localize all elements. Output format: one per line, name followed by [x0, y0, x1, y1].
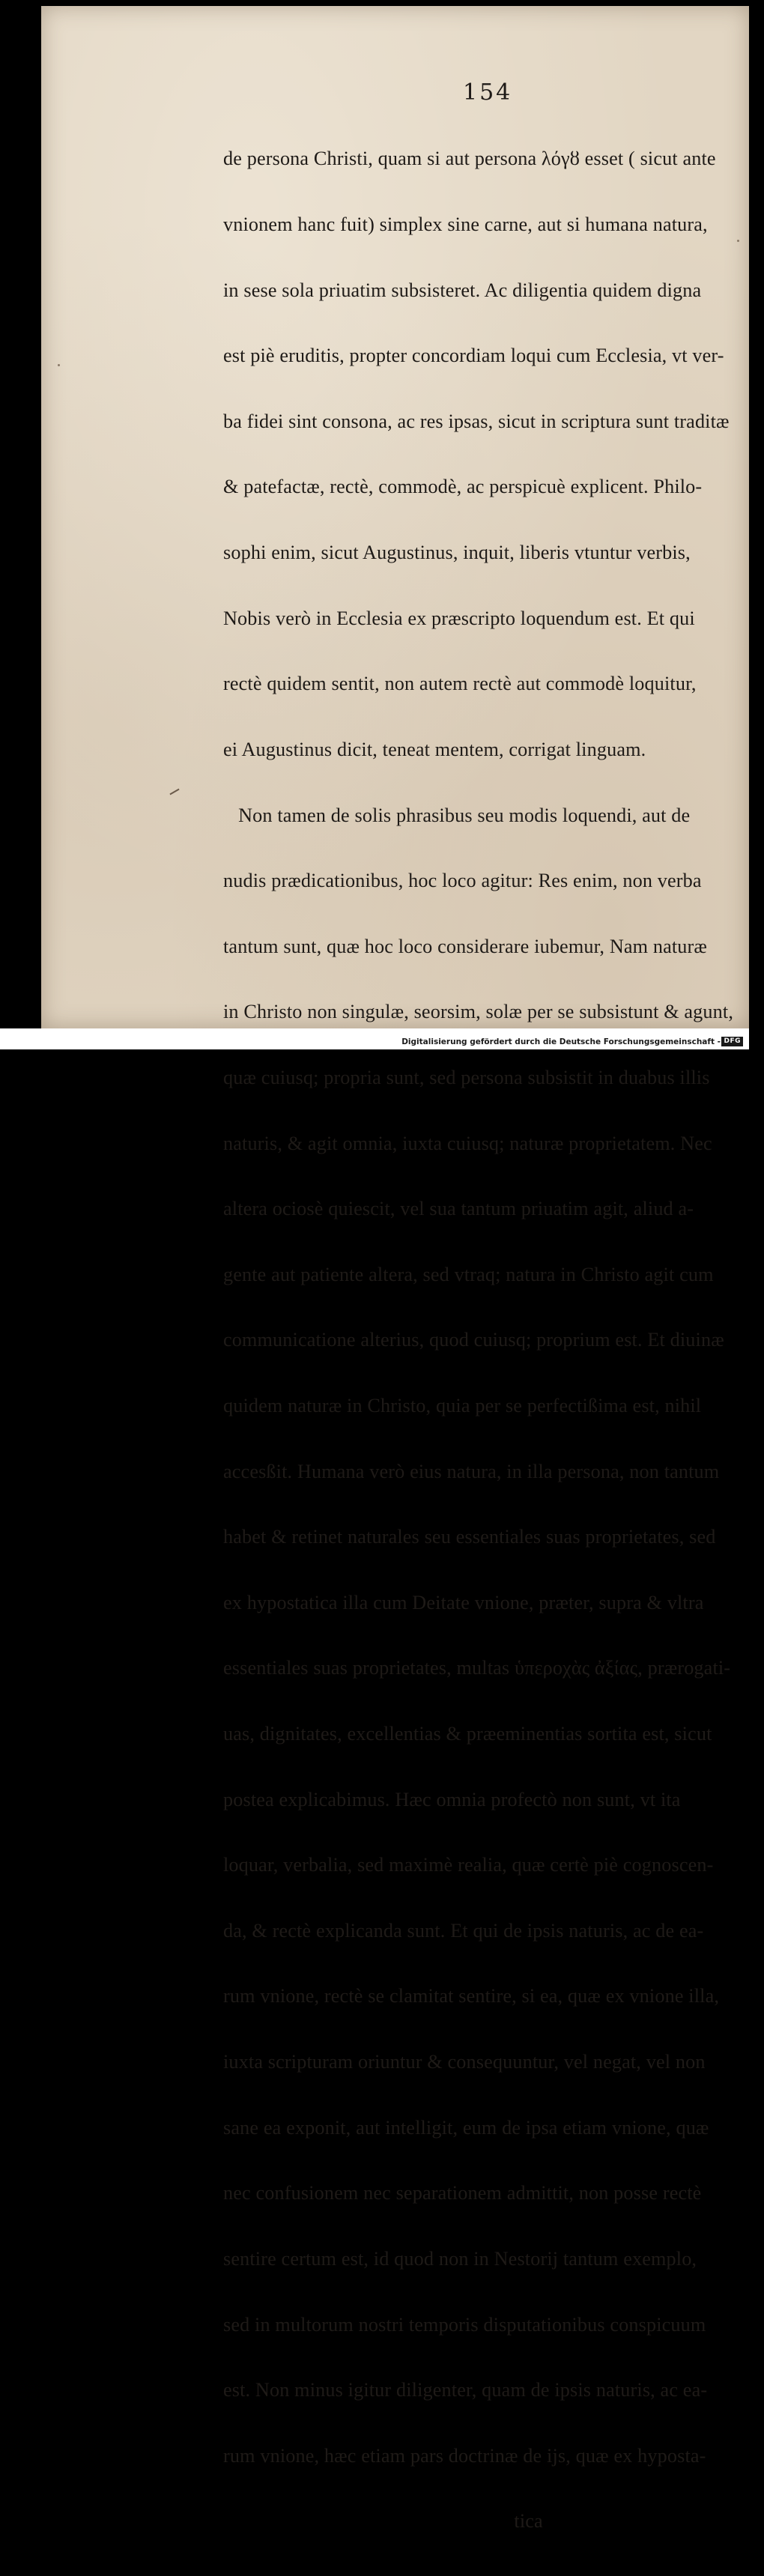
body-text	[223, 104, 764, 2576]
text-line: habet & retinet naturales seu essentiales suas proprietates, sed	[223, 1526, 716, 1548]
text-line: de persona Christi, quam si aut persona λόγȣ esset ( sicut ante	[223, 148, 716, 170]
text-line: rum vnione, rectè se clamitat sentire, si ea, quæ ex vnione illa,	[223, 1985, 720, 2007]
digitization-footer	[0, 1028, 749, 1049]
text-line: tantum sunt, quæ hoc loco considerare iubemur, Nam naturæ	[223, 935, 708, 957]
funding-credit: Digitalisierung gefördert durch die Deutsche Forschungsgemeinschaft -	[401, 1037, 721, 1046]
text-line: naturis, & agit omnia, iuxta cuiusq; naturæ proprietatem. Nec	[223, 1132, 712, 1154]
text-line: sentire certum est, id quod non in Nestorij tantum exemplo,	[223, 2247, 697, 2270]
page-number: 154	[463, 79, 513, 106]
text-line: essentiales suas proprietates, multas ὑπεροχὰς ἀξίας, prærogati-	[223, 1657, 731, 1679]
text-line: est piè eruditis, propter concordiam loqui cum Ecclesia, vt ver-	[223, 345, 724, 367]
text-line: loquar, verbalia, sed maximè realia, quæ certè piè cognoscen-	[223, 1854, 714, 1876]
text-line: in sese sola priuatim subsisteret. Ac diligentia quidem digna	[223, 279, 702, 301]
text-line: postea explicabimus. Hæc omnia profectò non sunt, vt ita	[223, 1788, 681, 1810]
text-line: est. Non minus igitur diligenter, quam de ipsis naturis, ac ea-	[223, 2379, 708, 2401]
text-line: sophi enim, sicut Augustinus, inquit, liberis vtuntur verbis,	[223, 542, 691, 564]
text-line: ex hypostatica illa cum Deitate vnione, præter, supra & vltra	[223, 1591, 704, 1613]
text-line: quæ cuiusq; propria sunt, sed persona subsistit in duabus illis	[223, 1066, 710, 1088]
text-line: sane ea exponit, aut intelligit, eum de ipsa etiam vnione, quæ	[223, 2116, 709, 2139]
catchword: tica	[223, 2510, 543, 2533]
text-line: accesßit. Humana verò eius natura, in illa persona, non tantum	[223, 1460, 720, 1482]
text-line: rum vnione, hæc etiam pars doctrinæ de ijs, quæ ex hyposta-	[223, 2444, 706, 2467]
text-line: vnionem hanc fuit) simplex sine carne, aut si humana natura,	[223, 213, 708, 236]
text-line: nec confusionem nec separationem admittit, non posse rectè	[223, 2182, 702, 2204]
text-line: ei Augustinus dicit, teneat mentem, corrigat linguam.	[223, 738, 646, 760]
text-line: sed in multorum nostri temporis disputationibus conspicuum	[223, 2313, 706, 2336]
text-line: gente aut patiente altera, sed vtraq; natura in Christo agit cum	[223, 1263, 714, 1285]
text-line: communicatione alterius, quod cuiusq; proprium est. Et diuinæ	[223, 1329, 724, 1351]
text-line: rectè quidem sentit, non autem rectè aut commodè loquitur,	[223, 673, 697, 695]
text-line: ba fidei sint consona, ac res ipsas, sicut in scriptura sunt traditæ	[223, 410, 730, 432]
dfg-logo-icon: DFG	[721, 1037, 743, 1046]
text-line: in Christo non singulæ, seorsim, solæ per se subsistunt & agunt,	[223, 1001, 734, 1023]
text-line: nudis prædicationibus, hoc loco agitur: Res enim, non verba	[223, 870, 702, 892]
text-line: & patefactæ, rectè, commodè, ac perspicuè explicent. Philo-	[223, 476, 703, 498]
text-line: uas, dignitates, excellentias & præeminentias sortita est, sicut	[223, 1723, 712, 1745]
text-line: Nobis verò in Ecclesia ex præscripto loquendum est. Et qui	[223, 607, 695, 629]
text-line: da, & rectè explicanda sunt. Et qui de ipsis naturis, ac de ea-	[223, 1919, 704, 1942]
text-line: iuxta scripturam oriuntur & consequuntur, vel negat, vel non	[223, 2051, 706, 2073]
margin-speck	[58, 364, 60, 366]
text-line: Non tamen de solis phrasibus seu modis loquendi, aut de	[223, 804, 691, 826]
text-line: altera ociosè quiescit, vel sua tantum priuatim agit, aliud a-	[223, 1198, 694, 1220]
text-line: quidem naturæ in Christo, quia per se perfectißima est, nihil	[223, 1394, 702, 1416]
margin-speck	[737, 240, 739, 242]
